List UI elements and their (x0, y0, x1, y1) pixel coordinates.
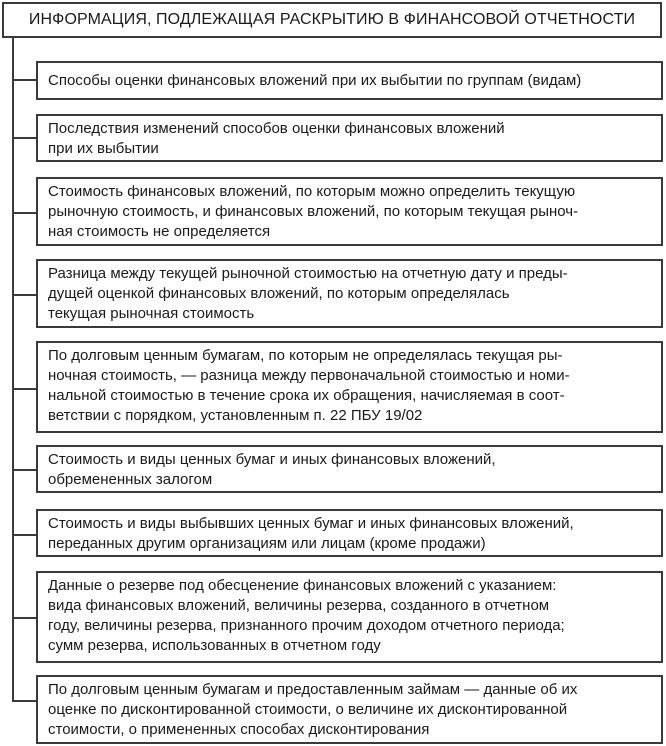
connector-branch (12, 534, 36, 536)
item-box-debt-securities-difference (36, 341, 663, 433)
item-box-market-value (36, 177, 663, 246)
item-text: По долговым ценным бумагам и предоставленным займам — данные об их оценке по дисконтированной стоимости, о величине их дисконтированной стоимости, о примененных способах дисконтирования (48, 681, 578, 738)
item-box-pledged-securities (36, 445, 663, 493)
item-box-method-change-effects (36, 114, 663, 162)
connector-branch (12, 212, 36, 214)
item-text: Стоимость и виды выбывших ценных бумаг и иных финансовых вложений, переданных другим организациям или лицам (кроме продажи) (48, 515, 574, 552)
item-box-value-difference (36, 259, 663, 328)
diagram-title: ИНФОРМАЦИЯ, ПОДЛЕЖАЩАЯ РАСКРЫТИЮ В ФИНАНСОВОЙ ОТЧЕТНОСТИ (28, 11, 636, 28)
connector-branch (12, 617, 36, 619)
item-box-valuation-methods (36, 61, 663, 100)
connector-branch (12, 469, 36, 471)
item-text: Стоимость и виды ценных бумаг и иных финансовых вложений, обремененных залогом (48, 451, 496, 488)
item-text: Способы оценки финансовых вложений при их выбытии по группам (видам) (48, 71, 582, 89)
diagram-title-box (2, 2, 662, 38)
connector-branch (12, 388, 36, 390)
item-text: Стоимость финансовых вложений, по которым можно определить текущую рыночную стоимость, и финансовых вложений, по которым текущая рыноч- ная стоимость не определяется (48, 183, 579, 240)
item-text: Данные о резерве под обесценение финансовых вложений с указанием: вида финансовых вложений, величины резерва, созданного в отчетном году, величины резерва, признанного прочим доходом отчетного периода; сумм резерва, использованных в отчетном году (48, 577, 565, 654)
connector-branch (12, 294, 36, 296)
item-text: По долговым ценным бумагам, по которым не определялась текущая ры- ночная стоимость, — разница между первоначальной стоимостью и номи- нальной стоимостью в течение срока их обращения, начисляемая в соот- ветствии с порядком, установленным п. 22 ПБУ 19/02 (48, 347, 570, 424)
item-box-discounted-value (36, 675, 663, 744)
item-text: Последствия изменений способов оценки финансовых вложений при их выбытии (48, 120, 505, 157)
item-box-impairment-reserve (36, 571, 663, 663)
item-text: Разница между текущей рыночной стоимостью на отчетную дату и преды- дущей оценкой финансовых вложений, по которым определялась текущая рыночная стоимость (48, 265, 568, 322)
connector-branch (12, 79, 36, 81)
connector-branch (12, 137, 36, 139)
item-box-disposed-securities (36, 509, 663, 557)
connector-branch (12, 700, 36, 702)
